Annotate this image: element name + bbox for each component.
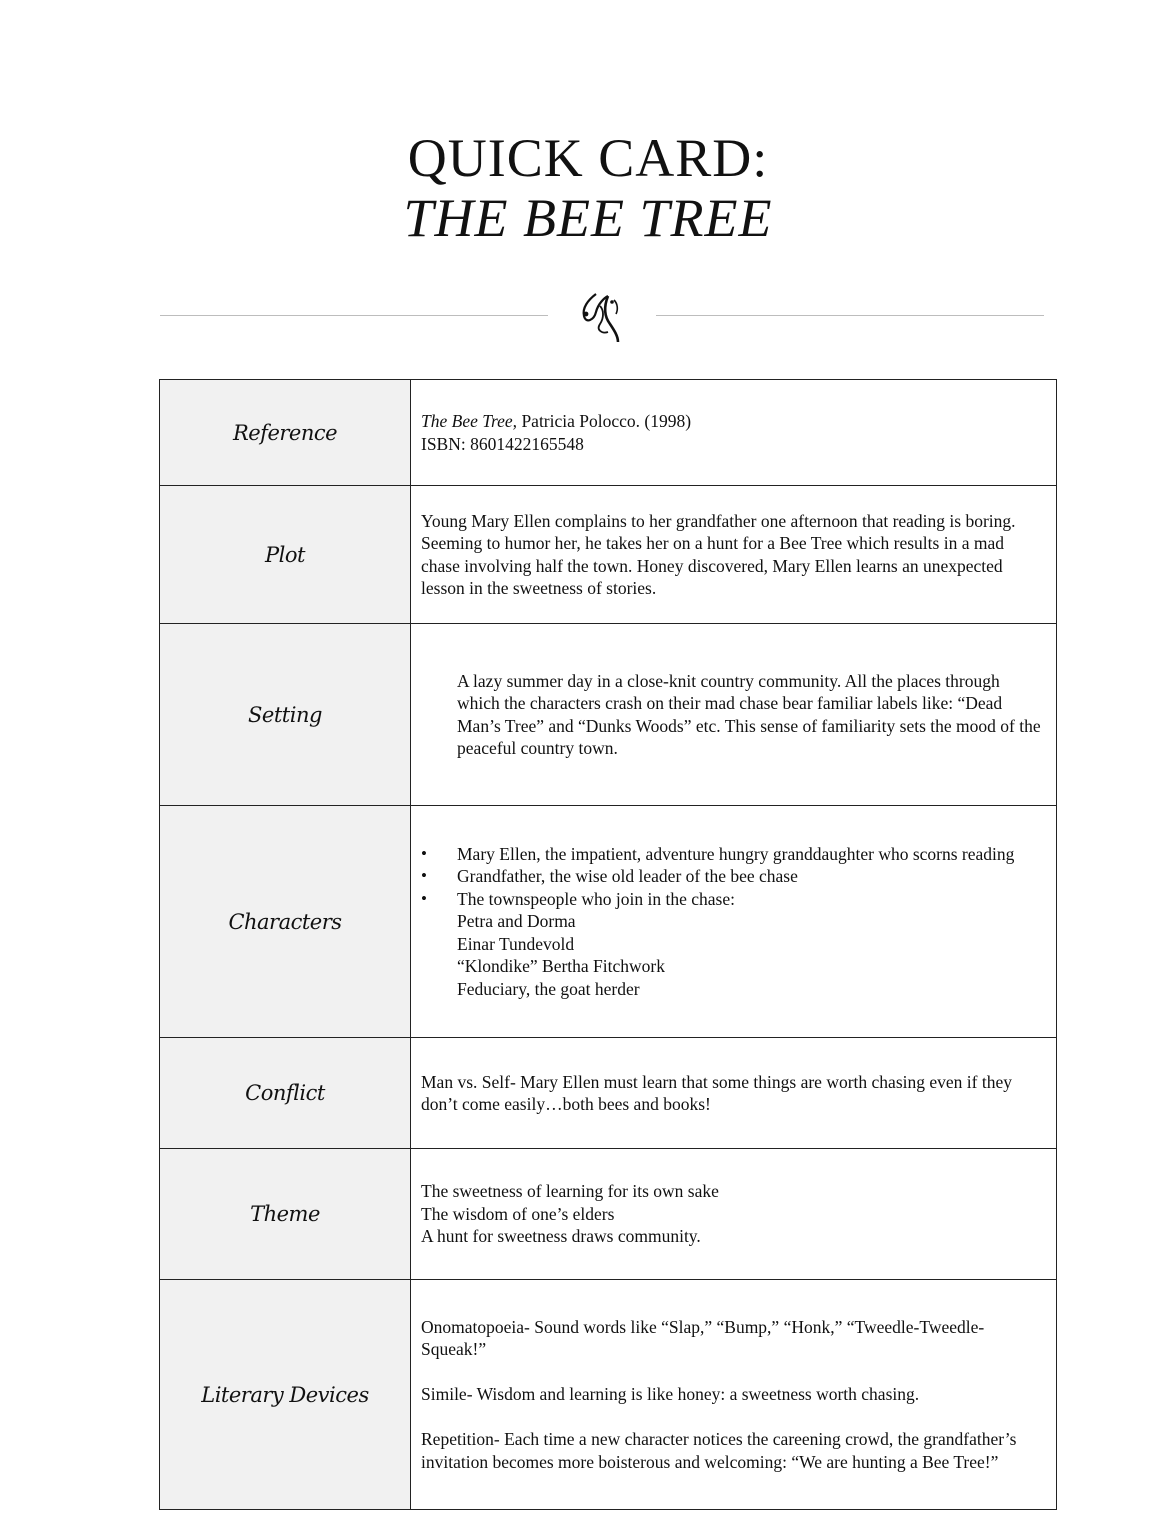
list-item: • The townspeople who join in the chase: (421, 888, 1046, 911)
page-title (0, 128, 1176, 248)
row-setting (160, 624, 1057, 806)
list-item: • Grandfather, the wise old leader of the bee chase (421, 865, 1046, 888)
row-reference (160, 380, 1057, 486)
label-conflict: Conflict (160, 1038, 411, 1149)
theme-line: The sweetness of learning for its own sake (421, 1181, 719, 1202)
label-setting: Setting (160, 624, 411, 806)
row-theme (160, 1149, 1057, 1280)
row-literary-devices (160, 1280, 1057, 1510)
device-onomatopoeia: Onomatopoeia- Sound words like “Slap,” “Bump,” “Honk,” “Tweedle-Tweedle-Squeak!” (421, 1316, 985, 1360)
theme-line: A hunt for sweetness draws community. (421, 1226, 701, 1247)
content-literary-devices (411, 1280, 1057, 1510)
label-plot: Plot (160, 486, 411, 624)
device-simile: Simile- Wisdom and learning is like honey: a sweetness worth chasing. (421, 1384, 920, 1405)
quick-card-table (159, 379, 1057, 1510)
title-book-name: THE BEE TREE (403, 188, 773, 248)
flourish-ornament-icon (574, 286, 630, 346)
reference-author-year: Patricia Polocco. (1998) (517, 411, 692, 431)
label-theme: Theme (160, 1149, 411, 1280)
label-literary-devices: Literary Devices (160, 1280, 411, 1510)
title-quick-card: QUICK CARD: (407, 128, 769, 188)
spacer (421, 1361, 1046, 1384)
title-divider (160, 286, 1044, 346)
theme-line: The wisdom of one’s elders (421, 1203, 615, 1224)
townsperson: Einar Tundevold (457, 933, 575, 954)
characters-list (421, 843, 1046, 911)
device-repetition: Repetition- Each time a new character notices the careening crowd, the grandfather’s invitation becomes more boisterous and welcoming: “We are hunting a Bee Tree!” (421, 1429, 1017, 1472)
divider-rule-left (160, 315, 548, 316)
divider-rule-right (656, 315, 1044, 316)
content-theme (411, 1149, 1057, 1280)
reference-isbn: ISBN: 8601422165548 (421, 433, 584, 454)
townsperson: “Klondike” Bertha Fitchwork (457, 956, 666, 977)
spacer (421, 1406, 1046, 1429)
label-characters: Characters (160, 806, 411, 1038)
row-plot (160, 486, 1057, 624)
content-setting (411, 624, 1057, 806)
content-conflict: Man vs. Self- Mary Ellen must learn that some things are worth chasing even if they don’t come easily…both bees and books! (411, 1038, 1057, 1149)
label-reference: Reference (160, 380, 411, 486)
row-conflict (160, 1038, 1057, 1149)
list-item: • Mary Ellen, the impatient, adventure hungry granddaughter who scorns reading (421, 843, 1046, 866)
reference-book-title: The Bee Tree, (421, 411, 518, 431)
content-reference (411, 380, 1057, 486)
content-characters (411, 806, 1057, 1038)
row-characters (160, 806, 1057, 1038)
townsperson: Petra and Dorma (457, 911, 576, 932)
townsperson: Feduciary, the goat herder (457, 978, 640, 999)
setting-text: A lazy summer day in a close-knit country community. All the places through which the characters crash on their mad chase bear familiar labels like: “Dead Man’s Tree” and “Dunks Woods” etc. This sense of familiarity sets the mood of the peaceful country town. (457, 670, 1041, 758)
content-plot: Young Mary Ellen complains to her grandfather one afternoon that reading is boring. Seeming to humor her, he takes her on a hunt for a Bee Tree which results in a mad chase involving half the town. Honey discovered, Mary Ellen learns an unexpected lesson in the sweetness of stories. (411, 486, 1057, 624)
